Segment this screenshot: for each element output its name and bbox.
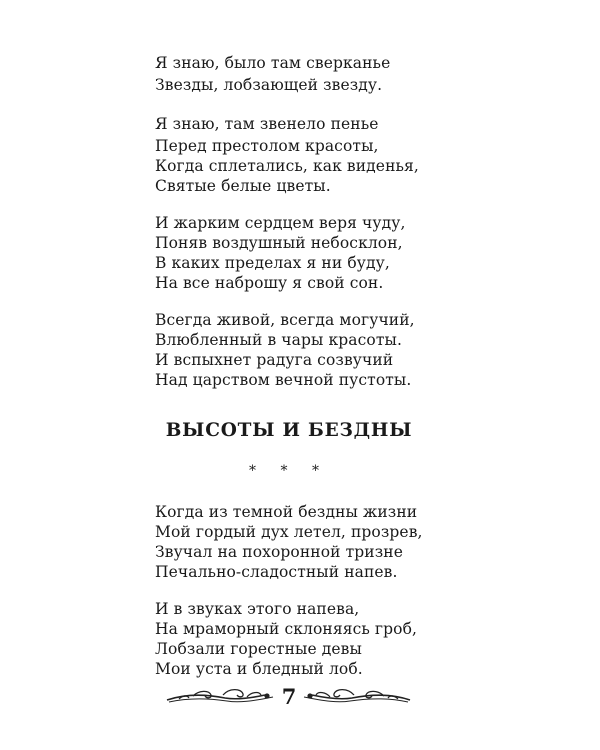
poem-line: Когда из темной бездны жизни bbox=[155, 503, 418, 521]
page-number: 7 bbox=[281, 684, 297, 709]
poem-line: Я знаю, было там сверканье bbox=[155, 54, 391, 72]
poem-line: Мои уста и бледный лоб. bbox=[155, 660, 363, 678]
poem-line: Перед престолом красоты, bbox=[155, 137, 379, 155]
poem-line: Влюбленный в чары красоты. bbox=[155, 331, 402, 349]
section-title: ВЫСОТЫ И БЕЗДНЫ bbox=[165, 420, 413, 441]
poem-line: Всегда живой, всегда могучий, bbox=[155, 311, 415, 329]
poem-line: И вспыхнет радуга созвучий bbox=[155, 351, 394, 369]
poem-line: Над царством вечной пустоты. bbox=[155, 371, 412, 389]
page-footer bbox=[0, 682, 600, 712]
poem-line: Я знаю, там звенело пенье bbox=[155, 115, 379, 133]
poem-line: На мраморный склоняясь гроб, bbox=[155, 620, 418, 638]
poem-line: Святые белые цветы. bbox=[155, 177, 331, 195]
asterism-separator: * * * bbox=[249, 463, 329, 479]
poem-line: Звучал на похоронной тризне bbox=[155, 543, 403, 561]
poem-line: Мой гордый дух летел, прозрев, bbox=[155, 523, 423, 541]
poem-line: На все наброшу я свой сон. bbox=[155, 274, 384, 292]
poem-line: И в звуках этого напева, bbox=[155, 600, 360, 618]
flourish-right-icon bbox=[300, 686, 412, 708]
poem-line: Звезды, лобзающей звезду. bbox=[155, 76, 383, 94]
poem-line: И жарким сердцем веря чуду, bbox=[155, 214, 406, 232]
poem-line: Когда сплетались, как виденья, bbox=[155, 157, 419, 175]
poem-line: Печально-сладостный напев. bbox=[155, 563, 398, 581]
poem-line: Лобзали горестные девы bbox=[155, 640, 362, 658]
poem-line: В каких пределах я ни буду, bbox=[155, 254, 390, 272]
poem-line: Поняв воздушный небосклон, bbox=[155, 234, 403, 252]
